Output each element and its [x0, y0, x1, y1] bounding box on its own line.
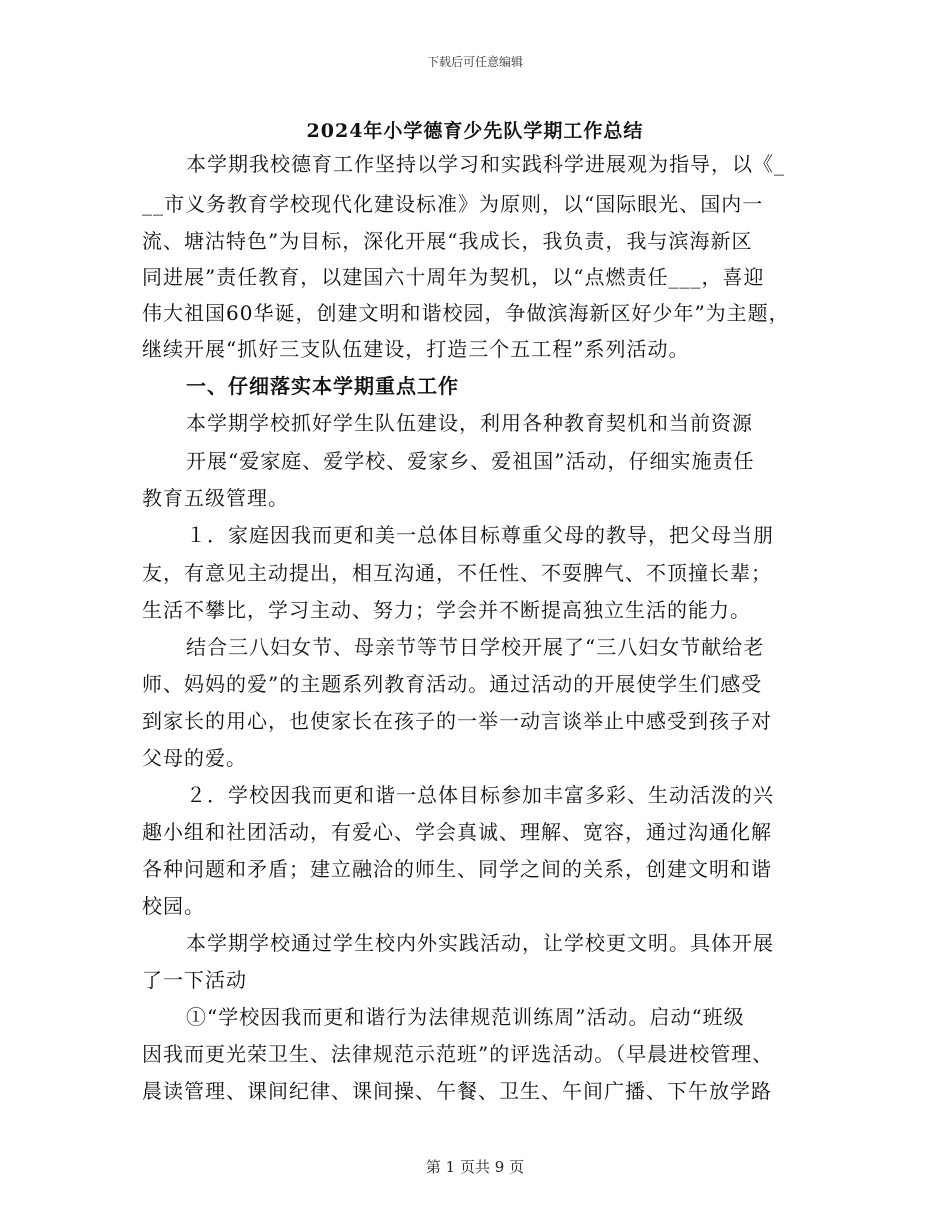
body-line: 友，有意见主动提出，相互沟通，不任性、不耍脾气、不顶撞长辈； [142, 561, 772, 585]
document-title: 2024年小学德育少先队学期工作总结 [306, 120, 644, 142]
page-footer: 第 1 页共 9 页 [425, 1158, 525, 1176]
body-line: 结合三八妇女节、母亲节等节日学校开展了“三八妇女节献给老 [186, 635, 765, 659]
section-heading: 一、仔细落实本学期重点工作 [186, 374, 459, 398]
body-line: 因我而更光荣卫生、法律规范示范班”的评选活动。（早晨进校管理、 [142, 1042, 774, 1066]
body-line: 伟大祖国60华诞，创建文明和谐校园，争做滨海新区好少年”为主题， [142, 301, 790, 325]
body-line: 晨读管理、课间纪律、课间操、午餐、卫生、午间广播、下午放学路 [142, 1079, 772, 1103]
body-line: 继续开展“抓好三支队伍建设，打造三个五工程”系列活动。 [142, 337, 690, 361]
body-line: 父母的爱。 [142, 746, 247, 770]
body-line: 到家长的用心，也使家长在孩子的一举一动言谈举止中感受到孩子对 [142, 709, 772, 733]
body-line: １．家庭因我而更和美一总体目标尊重父母的教导，把父母当朋 [186, 523, 774, 547]
body-line: 教育五级管理。 [142, 486, 289, 510]
body-line: 流、塘沽特色”为目标，深化开展“我成长，我负责，我与滨海新区 [142, 229, 753, 253]
body-line: ①“学校因我而更和谐行为法律规范训练周”活动。启动“班级 [186, 1005, 745, 1029]
body-line: 同进展”责任教育，以建国六十周年为契机，以“点燃责任___，喜迎 [142, 265, 765, 289]
body-line: 生活不攀比，学习主动、努力；学会并不断提高独立生活的能力。 [142, 598, 751, 622]
body-line: 开展“爱家庭、爱学校、爱家乡、爱祖国”活动，仔细实施责任 [186, 449, 755, 473]
body-line: 各种问题和矛盾；建立融洽的师生、同学之间的关系，创建文明和谐 [142, 857, 772, 881]
body-line: 趣小组和社团活动，有爱心、学会真诚、理解、宽容，通过沟通化解 [142, 820, 772, 844]
page-header: 下载后可任意编辑 [426, 55, 523, 69]
body-line: 本学期学校通过学生校内外实践活动，让学校更文明。具体开展 [186, 931, 774, 955]
body-line: 师、妈妈的爱”的主题系列教育活动。通过活动的开展使学生们感受 [142, 672, 763, 696]
body-line: 本学期我校德育工作坚持以学习和实践科学进展观为指导，以《_ [186, 152, 785, 176]
body-line: ２．学校因我而更和谐一总体目标参加丰富多彩、生动活泼的兴 [186, 783, 774, 807]
body-line: 校园。 [142, 894, 205, 918]
body-line: 本学期学校抓好学生队伍建设，利用各种教育契机和当前资源 [186, 411, 753, 435]
body-line: __市义务教育学校现代化建设标准》为原则，以“国际眼光、国内一 [142, 192, 764, 216]
body-line: 了一下活动 [142, 968, 247, 992]
